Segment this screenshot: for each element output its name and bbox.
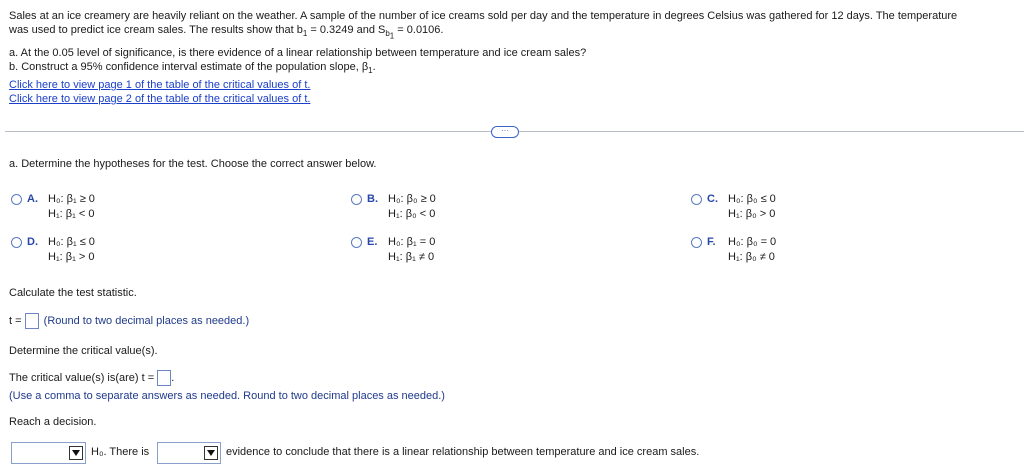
option-c-h0: H₀: β₀ ≤ 0 bbox=[728, 193, 776, 205]
reject-decision-chevron-down-icon[interactable] bbox=[69, 446, 83, 460]
option-a-radio[interactable] bbox=[11, 194, 22, 205]
test-statistic-row bbox=[9, 313, 249, 329]
sb1-subscript: b1 bbox=[385, 29, 395, 41]
hypotheses-prompt: a. Determine the hypotheses for the test. Choose the correct answer below. bbox=[9, 158, 377, 170]
problem-line-2-c: = 0.0106. bbox=[394, 24, 444, 36]
option-d-letter: D. bbox=[27, 236, 38, 248]
critical-values-suffix: . bbox=[171, 371, 175, 384]
option-a-h0: H₀: β₁ ≥ 0 bbox=[48, 193, 95, 205]
option-b-h0: H₀: β₀ ≥ 0 bbox=[388, 193, 436, 205]
problem-line-2-b: = 0.3249 and S bbox=[307, 24, 386, 36]
option-b-letter: B. bbox=[367, 193, 378, 205]
problem-line-1: Sales at an ice creamery are heavily reliant on the weather. A sample of the number of ice creams sold per day and the temperature in degrees Celsius was gathered for 12 days. The temperature bbox=[9, 10, 958, 22]
option-e[interactable] bbox=[351, 236, 501, 266]
option-b-h1: H₁: β₀ < 0 bbox=[388, 208, 436, 220]
critical-values-page-2-link[interactable]: Click here to view page 2 of the table of the critical values of t. bbox=[9, 93, 311, 105]
option-a[interactable] bbox=[11, 193, 161, 223]
decision-label: Reach a decision. bbox=[9, 416, 97, 428]
critical-values-label: Determine the critical value(s). bbox=[9, 345, 158, 357]
t-prefix: t = bbox=[9, 314, 22, 327]
critical-values-prefix: The critical value(s) is(are) t = bbox=[9, 371, 155, 384]
option-e-h0: H₀: β₁ = 0 bbox=[388, 236, 436, 248]
expand-more-button[interactable]: ··· bbox=[491, 126, 519, 138]
option-f-letter: F. bbox=[707, 236, 716, 248]
critical-values-input[interactable] bbox=[157, 370, 171, 386]
option-b[interactable] bbox=[351, 193, 501, 223]
option-c-h1: H₁: β₀ > 0 bbox=[728, 208, 776, 220]
problem-line-2-a: was used to predict ice cream sales. The results show that b bbox=[9, 24, 303, 36]
option-f-h1: H₁: β₀ ≠ 0 bbox=[728, 251, 775, 263]
problem-line-2 bbox=[9, 24, 443, 41]
decision-h0-text: H₀. There is bbox=[91, 446, 150, 458]
decision-end-text: evidence to conclude that there is a linear relationship between temperature and ice cream sales. bbox=[226, 446, 700, 458]
option-a-h1: H₁: β₁ < 0 bbox=[48, 208, 95, 220]
option-f-h0: H₀: β₀ = 0 bbox=[728, 236, 777, 248]
part-b-text: b. Construct a 95% confidence interval estimate of the population slope, $\beta_1$. bbox=[9, 61, 376, 76]
option-d-h0: H₀: β₁ ≤ 0 bbox=[48, 236, 95, 248]
option-f-radio[interactable] bbox=[691, 237, 702, 248]
critical-values-page-1-link[interactable]: Click here to view page 1 of the table of the critical values of t. bbox=[9, 79, 311, 91]
critical-values-row bbox=[9, 370, 174, 386]
option-d-h1: H₁: β₁ > 0 bbox=[48, 251, 95, 263]
b1-subscript: 1 bbox=[302, 29, 308, 39]
t-statistic-hint: (Round to two decimal places as needed.) bbox=[43, 314, 250, 327]
option-b-radio[interactable] bbox=[351, 194, 362, 205]
critical-values-hint: (Use a comma to separate answers as needed. Round to two decimal places as needed.) bbox=[9, 390, 445, 402]
t-statistic-input[interactable] bbox=[25, 313, 39, 329]
option-e-radio[interactable] bbox=[351, 237, 362, 248]
option-c[interactable] bbox=[691, 193, 841, 223]
option-f[interactable] bbox=[691, 236, 841, 266]
option-e-letter: E. bbox=[367, 236, 378, 248]
option-c-radio[interactable] bbox=[691, 194, 702, 205]
evidence-select[interactable] bbox=[157, 442, 221, 464]
reject-decision-select[interactable] bbox=[11, 442, 86, 464]
option-d-radio[interactable] bbox=[11, 237, 22, 248]
option-a-letter: A. bbox=[27, 193, 38, 205]
option-c-letter: C. bbox=[707, 193, 718, 205]
evidence-chevron-down-icon[interactable] bbox=[204, 446, 218, 460]
option-e-h1: H₁: β₁ ≠ 0 bbox=[388, 251, 435, 263]
option-d[interactable] bbox=[11, 236, 161, 266]
part-a-text: a. At the 0.05 level of significance, is there evidence of a linear relationship between temperature and ice cream sales? bbox=[9, 47, 587, 59]
test-statistic-label: Calculate the test statistic. bbox=[9, 287, 137, 299]
